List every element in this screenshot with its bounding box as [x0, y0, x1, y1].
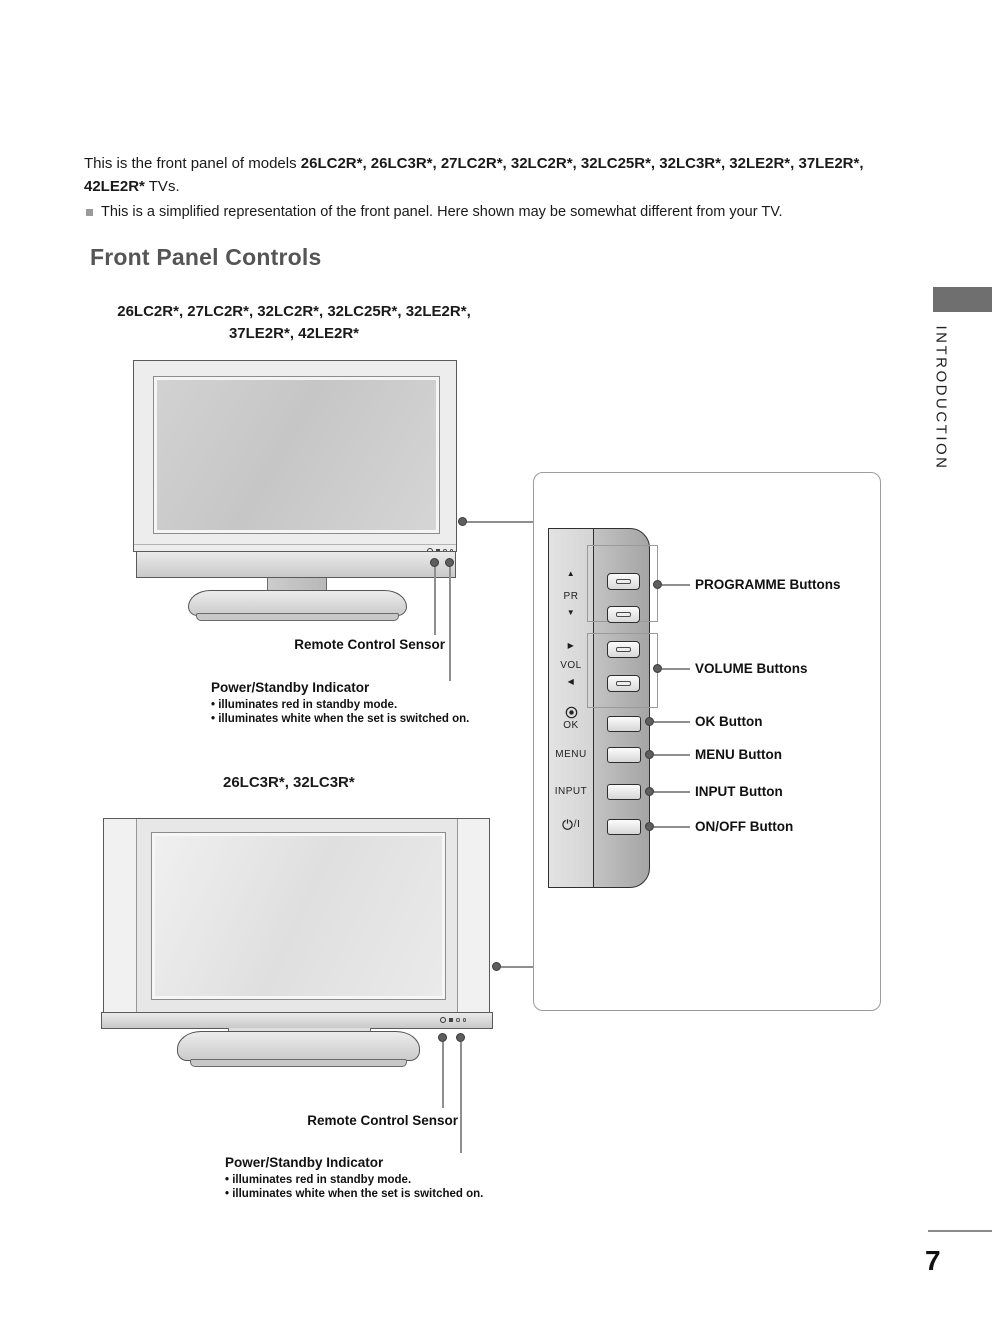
- menu-callout-label: MENU Button: [695, 747, 782, 762]
- intro-suffix: TVs.: [144, 178, 180, 195]
- tv1-power-indicator-dot: [445, 558, 454, 567]
- page-title: Front Panel Controls: [90, 244, 322, 270]
- onoff-button: [607, 819, 641, 835]
- tv1-remote-sensor-dot: [430, 558, 439, 567]
- chapter-label-vertical: INTRODUCTION: [932, 325, 950, 471]
- pr-down-arrow-icon: ▼: [566, 608, 576, 617]
- intro-note-text: This is a simplified representation of the front panel. Here shown may be somewhat different from your TV.: [101, 204, 783, 220]
- tv2-stand-plate: [190, 1059, 407, 1067]
- ok-callout-dot: [645, 717, 654, 726]
- model-group1-heading: [100, 301, 488, 345]
- tv2-power-indicator-dot: [456, 1033, 465, 1042]
- tv2-power-bullet1: • illuminates red in standby mode.: [225, 1174, 412, 1186]
- menu-callout-line: [654, 754, 690, 756]
- button-slot: [616, 579, 631, 584]
- tv1-bezel-divider: [134, 544, 456, 545]
- tv1-remote-sensor-label: Remote Control Sensor: [294, 637, 445, 652]
- tv1-power-bullet2: • illuminates white when the set is switched on.: [211, 713, 470, 725]
- volume-callout-label: VOLUME Buttons: [695, 661, 808, 676]
- page-number: 7: [925, 1245, 941, 1276]
- vol-right-arrow-icon: ▶: [567, 641, 575, 650]
- tv2-remote-callout-line: [442, 1042, 444, 1108]
- input-callout-dot: [645, 787, 654, 796]
- tv2-power-indicator-label: Power/Standby Indicator: [225, 1155, 384, 1170]
- intro-prefix: This is the front panel of models: [84, 155, 301, 172]
- tv1-screen: [154, 377, 439, 533]
- tv1-remote-callout-line: [434, 567, 436, 635]
- page-number-rule: [928, 1230, 992, 1232]
- tv1-side-panel-dot: [458, 517, 467, 526]
- tv1-speaker-strip: [136, 551, 456, 578]
- programme-callout-label: PROGRAMME Buttons: [695, 577, 841, 592]
- tv2-bottom-strip: [101, 1012, 493, 1029]
- power-icon: [562, 819, 573, 830]
- square-bullet-icon: [86, 209, 93, 216]
- volume-up-button: [607, 641, 640, 658]
- tv1-power-bullet1: • illuminates red in standby mode.: [211, 699, 398, 711]
- button-slot: [616, 681, 631, 686]
- power-suffix: /I: [573, 818, 581, 830]
- input-callout-label: INPUT Button: [695, 784, 783, 799]
- ok-callout-line: [654, 721, 690, 723]
- tv1-stand-plate: [196, 613, 399, 621]
- power-symbol-icon: [440, 1017, 446, 1023]
- model-group1-line1: 26LC2R*, 27LC2R*, 32LC2R*, 32LC25R*, 32LE2R*,: [117, 303, 471, 320]
- ok-button: [607, 716, 641, 732]
- volume-callout-line: [662, 668, 690, 670]
- programme-callout-dot: [653, 580, 662, 589]
- onoff-callout-label: ON/OFF Button: [695, 819, 794, 834]
- input-callout-line: [654, 791, 690, 793]
- tv2-stand-base: [177, 1031, 420, 1061]
- intro-paragraph: [84, 152, 864, 198]
- volume-callout-dot: [653, 664, 662, 673]
- tv1-side-panel-line: [467, 521, 534, 523]
- chapter-tab: [933, 287, 992, 312]
- input-label: INPUT: [554, 786, 588, 797]
- vol-label: VOL: [560, 660, 582, 671]
- tv2-remote-sensor-dot: [438, 1033, 447, 1042]
- programme-callout-line: [662, 584, 690, 586]
- tv1-power-indicator-label: Power/Standby Indicator: [211, 680, 370, 695]
- tv2-side-panel-line: [501, 966, 534, 968]
- menu-label: MENU: [555, 749, 587, 760]
- onoff-callout-dot: [645, 822, 654, 831]
- indicator-led-icon: [463, 1018, 467, 1022]
- pr-up-arrow-icon: ▲: [566, 569, 576, 578]
- tv2-side-panel-dot: [492, 962, 501, 971]
- power-key-label: [548, 819, 594, 830]
- programme-up-button: [607, 573, 640, 590]
- button-slot: [616, 647, 631, 652]
- model-group1-line2: 37LE2R*, 42LE2R*: [228, 325, 360, 342]
- ok-label: OK: [563, 720, 579, 731]
- tv2-power-bullet2: • illuminates white when the set is switched on.: [225, 1188, 484, 1200]
- tv2-remote-sensor-label: Remote Control Sensor: [307, 1113, 458, 1128]
- programme-down-button: [607, 606, 640, 623]
- tv1-power-callout-line: [449, 567, 451, 681]
- vol-left-arrow-icon: ◀: [567, 677, 575, 686]
- tv2-screen: [152, 833, 445, 999]
- tv2-power-callout-line: [460, 1042, 462, 1153]
- model-group2-heading: 26LC3R*, 32LC3R*: [223, 774, 355, 791]
- intro-model-list: 26LC2R*, 26LC3R*, 27LC2R*, 32LC2R*, 32LC25R*, 32LC3R*, 32LE2R*, 37LE2R*, 42LE2R*: [84, 155, 864, 195]
- menu-button: [607, 747, 641, 763]
- intro-note: [84, 204, 884, 220]
- volume-down-button: [607, 675, 640, 692]
- ok-callout-label: OK Button: [695, 714, 763, 729]
- tv2-indicator-icons: [440, 1017, 466, 1023]
- input-button: [607, 784, 641, 800]
- indicator-led-icon: [456, 1018, 460, 1022]
- onoff-callout-line: [654, 826, 690, 828]
- menu-callout-dot: [645, 750, 654, 759]
- pr-label: PR: [563, 591, 579, 602]
- button-slot: [616, 612, 631, 617]
- remote-sensor-window-icon: [449, 1018, 453, 1022]
